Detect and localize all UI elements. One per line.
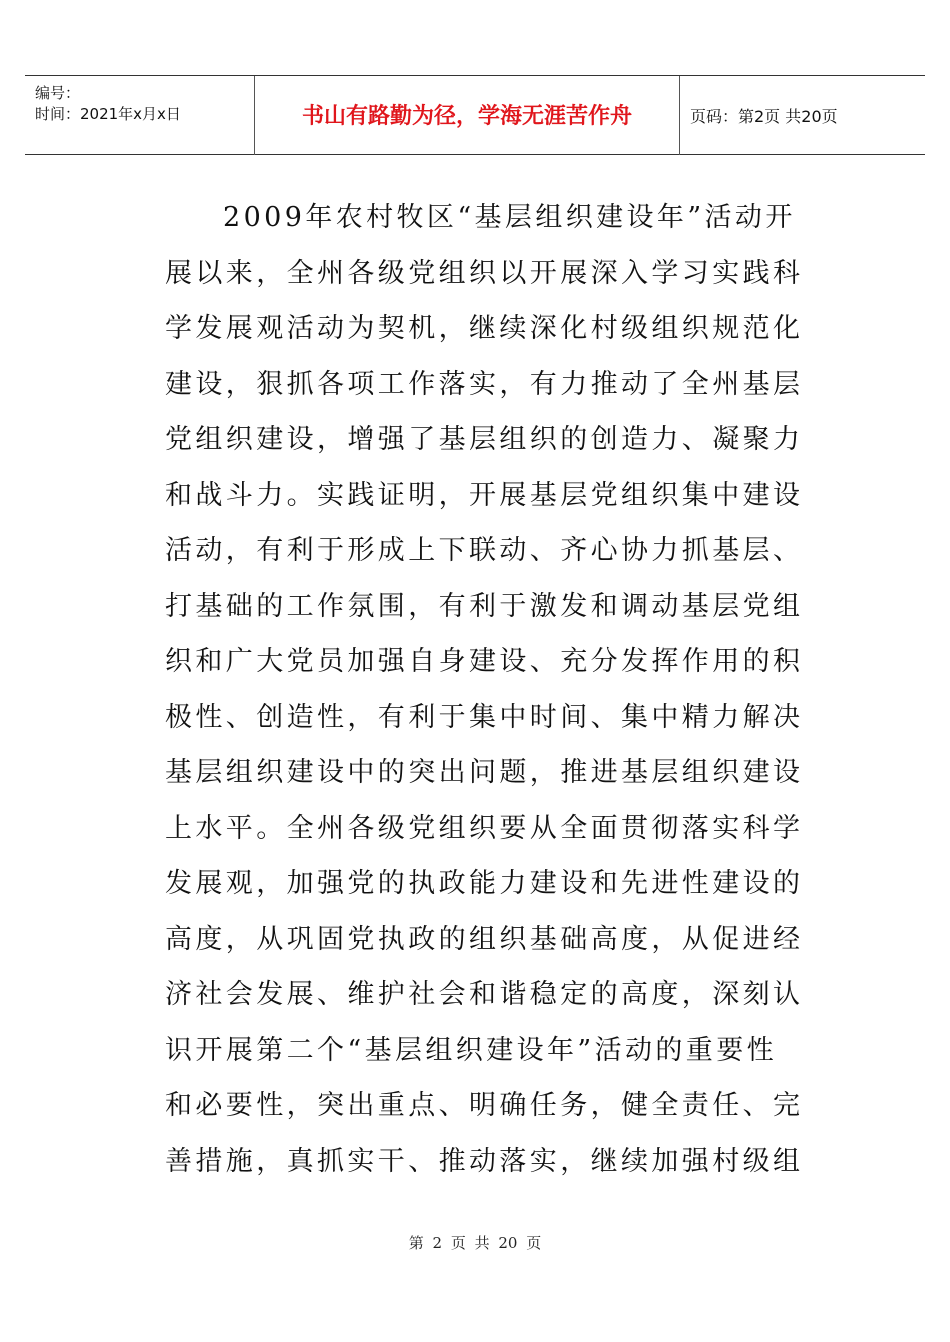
body-line: 善措施，真抓实干、推动落实，继续加强村级组 (165, 1145, 804, 1177)
body-line: 打基础的工作氛围，有利于激发和调动基层党组 (165, 590, 804, 622)
body-line: 活动，有利于形成上下联动、齐心协力抓基层、 (165, 535, 804, 566)
body-line: 高度，从巩固党执政的组织基础高度，从促进经 (165, 923, 804, 955)
date-label: 时间：2021年x月x日 (35, 105, 181, 123)
page-footer: 第 2 页 共 20 页 (408, 1234, 542, 1252)
body-line: 和战斗力。实践证明，开展基层党组织集中建设 (165, 479, 804, 511)
body-line: 展以来，全州各级党组织以开展深入学习实践科 (165, 257, 804, 289)
body-line: 基层组织建设中的突出问题，推进基层组织建设 (165, 757, 804, 788)
body-line: 2009年农村牧区“基层组织建设年”活动开 (223, 202, 796, 233)
body-line: 济社会发展、维护社会和谐稳定的高度，深刻认 (165, 979, 804, 1010)
body-line: 和必要性，突出重点、明确任务，健全责任、完 (165, 1090, 804, 1121)
document-header (25, 75, 925, 155)
body-line: 上水平。全州各级党组织要从全面贯彻落实科学 (165, 812, 804, 844)
body-line: 织和广大党员加强自身建设、充分发挥作用的积 (165, 646, 804, 677)
body-line: 学发展观活动为契机，继续深化村级组织规范化 (165, 313, 804, 344)
body-line: 发展观，加强党的执政能力建设和先进性建设的 (165, 868, 804, 899)
body-line: 极性、创造性，有利于集中时间、集中精力解决 (165, 701, 804, 733)
header-page-info: 页码：第2页 共20页 (690, 107, 838, 126)
header-motto: 书山有路勤为径，学海无涯苦作舟 (301, 104, 632, 129)
serial-number-label: 编号： (35, 84, 81, 102)
body-line: 党组织建设，增强了基层组织的创造力、凝聚力 (165, 424, 804, 455)
body-line: 建设，狠抓各项工作落实，有力推动了全州基层 (165, 368, 804, 400)
body-line: 识开展第二个“基层组织建设年”活动的重要性 (165, 1034, 778, 1066)
document-body (165, 190, 804, 1189)
header-divider (679, 76, 680, 155)
